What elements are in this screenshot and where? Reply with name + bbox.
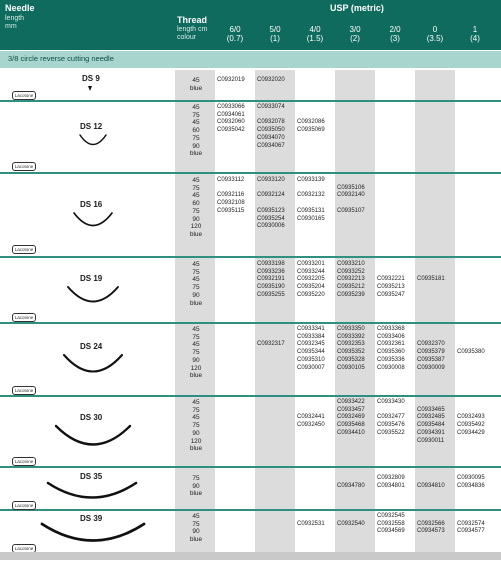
bottom-band bbox=[0, 552, 501, 560]
table-row-ds-16 bbox=[0, 174, 501, 256]
article-codes-0: C0935181 bbox=[417, 276, 445, 283]
needle-size-label: DS 16 bbox=[80, 200, 103, 209]
table-row-ds-12 bbox=[0, 102, 501, 172]
article-codes-6-0: C0932019 bbox=[217, 77, 245, 83]
table-row-ds-35 bbox=[0, 468, 501, 509]
article-codes-3-0: C0933422 C0933457 C0932469 C0935468 C0934410 bbox=[337, 399, 365, 436]
brand-logo: Lacotone bbox=[12, 386, 36, 395]
article-codes-5-0: C0933120 C0932124 C0935123 C0935254 C0930006 bbox=[257, 177, 285, 230]
article-codes-3-0: C0935106 C0932140 C0935107 bbox=[337, 184, 365, 214]
article-codes-3-0: C0934780 bbox=[337, 482, 365, 489]
usp-title: USP (metric) bbox=[330, 3, 384, 13]
needle-size-label: DS 12 bbox=[80, 122, 103, 131]
needle-curve-icon bbox=[64, 284, 122, 308]
brand-logo: Lacotone bbox=[12, 501, 36, 510]
needle-size-label: DS 35 bbox=[80, 472, 103, 481]
needle-icon bbox=[88, 86, 92, 91]
thread-lengths: 75 90 blue bbox=[189, 475, 203, 498]
article-codes-5-0: C0933198 C0933236 C0932191 C0935190 C0935255 bbox=[257, 261, 285, 298]
needle-curve-icon bbox=[44, 480, 140, 504]
thread-lengths: 45 75 45 75 90 120 blue bbox=[189, 399, 203, 453]
article-codes-6-0: C0933066 C0934061 C0932060 C0935042 bbox=[217, 104, 245, 134]
article-codes-1: C0935380 bbox=[457, 349, 485, 356]
article-codes-3-0: C0932540 bbox=[337, 520, 365, 527]
article-codes-2-0: C0933430 C0932477 C0935476 C0935522 bbox=[377, 399, 405, 436]
size-header-3-0: 3/0 (2) bbox=[349, 25, 361, 43]
thread-lengths: 45 75 45 60 75 90 120 blue bbox=[189, 177, 203, 238]
article-codes-0: C0933465 C0932485 C0935484 C0934391 C0930011 bbox=[417, 406, 445, 444]
needle-size-label: DS 19 bbox=[80, 274, 103, 283]
thread-lengths: 45 75 45 75 90 blue bbox=[189, 261, 203, 307]
thread-column-subtitle-length: length cm bbox=[177, 26, 208, 33]
article-codes-0: C0934810 bbox=[417, 482, 445, 489]
needle-curve-icon bbox=[70, 210, 116, 232]
table-row-ds-19 bbox=[0, 258, 501, 322]
section-title: 3/8 circle reverse cutting needle bbox=[8, 54, 114, 63]
size-header-0: 0 (3.5) bbox=[426, 25, 444, 43]
needle-curve-icon bbox=[76, 132, 110, 150]
size-header-2-0: 2/0 (3) bbox=[389, 25, 401, 43]
article-codes-4-0: C0933341 C0933384 C0932345 C0935344 C0935310 C0930007 bbox=[297, 326, 325, 371]
article-codes-2-0: C0933368 C0933406 C0932361 C0935360 C0935336 C0930008 bbox=[377, 326, 405, 371]
article-codes-2-0: C0932221 C0935213 C0935247 bbox=[377, 276, 405, 298]
article-codes-2-0: C0932545 C0932558 C0934569 bbox=[377, 513, 405, 535]
article-codes-0: C0932566 C0934573 bbox=[417, 520, 445, 535]
article-codes-4-0: C0932086 C0935069 bbox=[297, 119, 325, 134]
thread-column-subtitle-colour: colour bbox=[177, 34, 197, 41]
table-row-ds-39 bbox=[0, 511, 501, 552]
article-codes-1: C0930095 C0934836 bbox=[457, 475, 485, 489]
needle-size-label: DS 39 bbox=[80, 514, 103, 523]
section-band bbox=[0, 51, 501, 68]
thread-lengths: 45 75 45 75 90 120 blue bbox=[189, 326, 203, 380]
size-header-6-0: 6/0 (0.7) bbox=[226, 25, 244, 43]
article-codes-4-0: C0932531 bbox=[297, 520, 325, 527]
brand-logo: Lacotone bbox=[12, 91, 36, 100]
article-codes-4-0: C0932441 C0932450 bbox=[297, 414, 325, 429]
brand-logo: Lacotone bbox=[12, 544, 36, 553]
needle-curve-icon bbox=[60, 352, 126, 380]
size-header-4-0: 4/0 (1.5) bbox=[306, 25, 324, 43]
article-codes-4-0: C0933201 C0933244 C0932205 C0935204 C0935220 bbox=[297, 261, 325, 298]
article-codes-1: C0932574 C0934577 bbox=[457, 520, 485, 535]
needle-column-subtitle-unit: mm bbox=[5, 23, 17, 30]
brand-logo: Lacotone bbox=[12, 457, 36, 466]
table-header bbox=[0, 0, 501, 50]
size-header-1: 1 (4) bbox=[470, 25, 480, 43]
size-header-5-0: 5/0 (1) bbox=[269, 25, 281, 43]
article-codes-4-0: C0933139 C0932132 C0935131 C0930165 bbox=[297, 177, 325, 222]
table-row-ds-9 bbox=[0, 70, 501, 100]
table-row-ds-24 bbox=[0, 324, 501, 395]
thread-lengths: 45 75 45 60 75 90 blue bbox=[189, 104, 203, 158]
needle-column-title: Needle bbox=[5, 3, 35, 13]
brand-logo: Lacotone bbox=[12, 313, 36, 322]
article-codes-5-0: C0932317 bbox=[257, 341, 285, 348]
article-codes-1: C0932493 C0935492 C0934429 bbox=[457, 414, 485, 436]
needle-curve-icon bbox=[52, 423, 134, 453]
needle-column-subtitle-length: length bbox=[5, 15, 25, 22]
article-codes-2-0: C0932809 C0934801 bbox=[377, 475, 405, 489]
brand-logo: Lacotone bbox=[12, 245, 36, 254]
thread-lengths: 45 75 90 blue bbox=[189, 513, 203, 544]
article-codes-5-0: C0932020 bbox=[257, 77, 285, 83]
needle-curve-icon bbox=[38, 521, 148, 547]
article-codes-0: C0932370 C0935379 C0935387 C0930009 bbox=[417, 341, 445, 371]
article-codes-3-0: C0933350 C0933392 C0932353 C0935352 C0935328 C0930105 bbox=[337, 326, 365, 371]
needle-size-label: DS 9 bbox=[82, 74, 100, 83]
brand-logo: Lacotone bbox=[12, 162, 36, 171]
article-codes-6-0: C0933112 C0932116 C0932108 C0935115 bbox=[217, 177, 245, 214]
needle-size-label: DS 30 bbox=[80, 413, 103, 422]
thread-column-title: Thread bbox=[177, 15, 208, 25]
article-codes-3-0: C0933210 C0933252 C0932213 C0935212 C0935239 bbox=[337, 261, 365, 298]
needle-size-label: DS 24 bbox=[80, 342, 103, 351]
thread-lengths: 45 blue bbox=[189, 77, 203, 92]
article-codes-5-0: C0933074 C0932078 C0935050 C0934070 C0934067 bbox=[257, 104, 285, 149]
table-row-ds-30 bbox=[0, 397, 501, 466]
